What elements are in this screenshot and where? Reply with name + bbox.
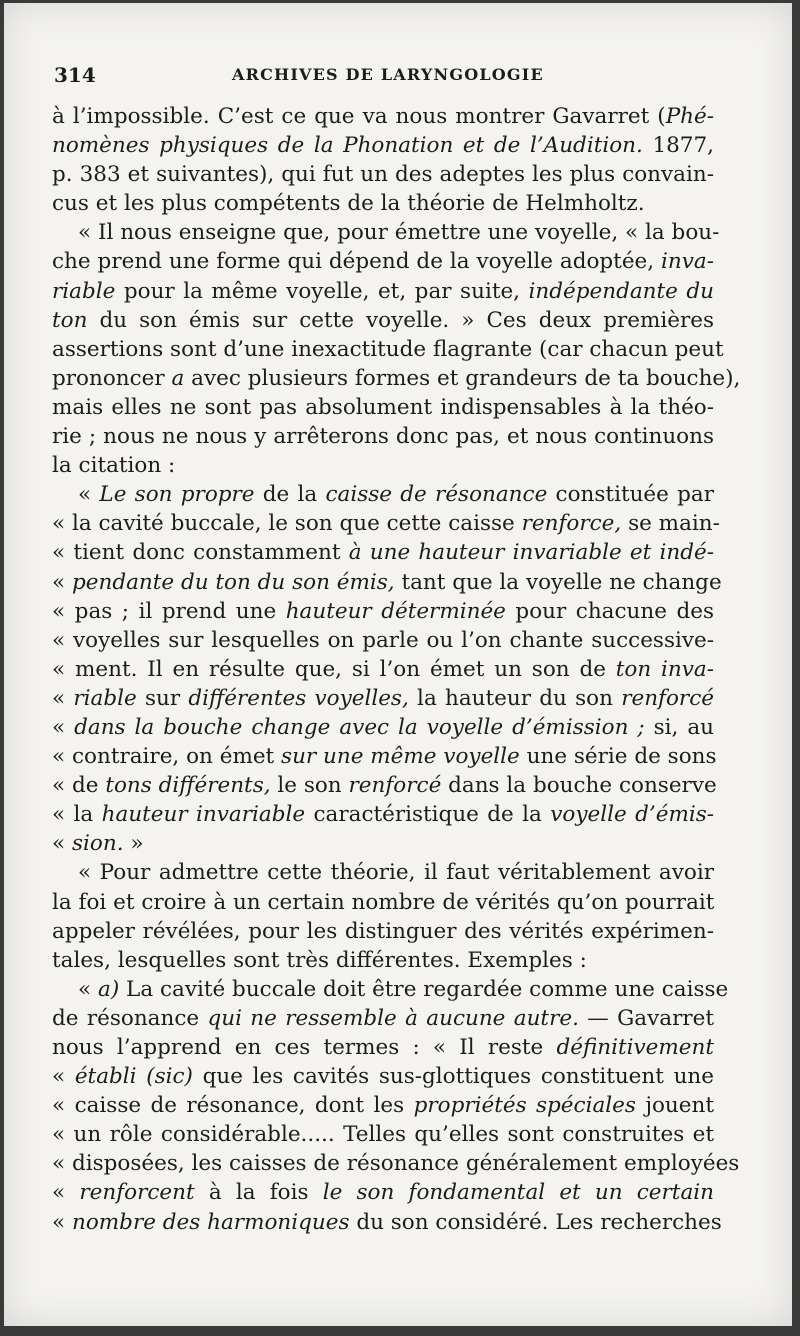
text-line xyxy=(52,1178,714,1207)
text-segment: » xyxy=(123,831,144,857)
text-line xyxy=(52,1004,714,1033)
italic-text: renforce, xyxy=(521,511,622,537)
text-line xyxy=(52,277,714,306)
text-segment: prononcer xyxy=(52,365,172,391)
text-segment: pour la même voyelle, et, par suite, xyxy=(115,278,529,304)
text-line xyxy=(52,742,717,771)
running-head xyxy=(54,63,744,89)
italic-text: définitivement xyxy=(556,1035,714,1060)
text-line xyxy=(52,247,714,276)
text-segment: « xyxy=(52,714,75,740)
text-segment: tales, lesquelles sont très différentes. Exemples : xyxy=(52,947,587,973)
text-line xyxy=(52,306,714,335)
text-line xyxy=(52,1033,714,1062)
italic-text: renforcé xyxy=(621,685,714,711)
text-line xyxy=(52,131,714,160)
text-line xyxy=(52,189,714,218)
text-segment: pour chacune des xyxy=(505,598,714,624)
italic-text: pendante du ton du son émis, xyxy=(72,569,395,595)
text-segment: jouent xyxy=(635,1093,714,1119)
text-line xyxy=(52,160,714,189)
italic-text: propriétés spéciales xyxy=(413,1093,636,1119)
text-line xyxy=(52,422,714,451)
book-page xyxy=(4,3,792,1326)
italic-text: renforcé xyxy=(348,773,442,799)
text-line xyxy=(52,1091,714,1120)
text-segment: caractéristique de la xyxy=(305,802,551,828)
text-segment: mais elles ne sont pas absolument indispensables à la théo- xyxy=(52,394,714,420)
italic-text: hauteur invariable xyxy=(101,802,306,828)
text-segment: « xyxy=(78,976,98,1002)
text-segment: sur xyxy=(136,685,189,711)
text-segment: de la xyxy=(254,482,326,508)
text-segment: du son émis sur cette voyelle. » Ces deux premières xyxy=(87,307,714,333)
text-line xyxy=(52,626,714,655)
text-line xyxy=(52,218,720,247)
italic-text: caisse de résonance xyxy=(325,482,548,508)
italic-text: nombre des harmoniques xyxy=(72,1209,350,1235)
text-segment: La cavité buccale doit être regardée comme une caisse xyxy=(119,976,729,1002)
text-line xyxy=(52,946,714,975)
italic-text: riable xyxy=(73,685,137,711)
italic-text: renforcent xyxy=(79,1180,195,1206)
text-segment: « xyxy=(52,685,74,711)
text-line xyxy=(52,538,714,567)
italic-text: Phé- xyxy=(665,104,714,129)
italic-text: a xyxy=(171,365,185,391)
text-line xyxy=(52,1120,714,1149)
text-segment: « xyxy=(52,1209,72,1235)
italic-text: indépendante du xyxy=(528,278,715,304)
text-segment: « disposées, les caisses de résonance généralement employées xyxy=(52,1151,740,1177)
italic-text: tons différents, xyxy=(105,773,271,799)
text-line xyxy=(52,568,722,597)
text-segment: du son considéré. Les recherches xyxy=(349,1209,722,1235)
italic-text: inva- xyxy=(661,249,714,275)
text-line xyxy=(52,1149,740,1178)
text-segment: « la xyxy=(52,802,102,828)
text-segment: « voyelles sur lesquelles on parle ou l’on chante successive- xyxy=(52,627,714,653)
text-segment: la citation : xyxy=(52,453,176,479)
text-segment: « ment. Il en résulte que, si l’on émet un son de xyxy=(52,656,616,682)
italic-text: nomènes physiques de la Phonation et de l’Audition. xyxy=(52,133,643,159)
italic-text: voyelle d’émis- xyxy=(550,802,715,828)
text-segment: « pas ; il prend une xyxy=(52,598,286,624)
text-segment: constituée par xyxy=(547,482,714,508)
text-segment: che prend une forme qui dépend de la voyelle adoptée, xyxy=(52,249,662,275)
text-segment: si, au xyxy=(644,714,714,740)
text-segment: « caisse de résonance, dont les xyxy=(52,1093,414,1119)
text-segment: 1877, xyxy=(642,133,714,159)
text-segment: — Gavarret xyxy=(578,1005,714,1031)
text-line xyxy=(52,858,714,887)
text-segment: « un rôle considérable..... Telles qu’elles sont construites et xyxy=(52,1122,714,1148)
text-line xyxy=(52,1062,714,1091)
text-line xyxy=(52,335,724,364)
italic-text: ton inva- xyxy=(615,656,715,682)
text-line xyxy=(52,684,714,713)
text-segment: appeler révélées, pour les distinguer des vérités expérimen- xyxy=(52,918,714,944)
italic-text: sion. xyxy=(72,831,124,857)
italic-text: dans la bouche change avec la voyelle d’émission ; xyxy=(74,714,645,740)
text-segment: que les cavités sus-glottiques constituent une xyxy=(192,1064,714,1090)
text-segment: de résonance xyxy=(52,1005,208,1031)
text-line xyxy=(52,888,714,917)
page-number: 314 xyxy=(54,63,96,87)
text-line xyxy=(52,393,714,422)
text-line xyxy=(52,655,714,684)
text-segment: la hauteur du son xyxy=(408,685,622,711)
italic-text: a) xyxy=(98,976,120,1002)
text-segment: dans la bouche conserve xyxy=(441,773,717,799)
italic-text: Le son propre xyxy=(99,482,255,508)
italic-text: établi (sic) xyxy=(74,1064,193,1090)
text-line xyxy=(52,713,714,742)
text-segment: « xyxy=(52,831,72,857)
text-segment: « Il nous enseigne que, pour émettre une voyelle, « la bou- xyxy=(78,220,720,246)
italic-text: qui ne ressemble à aucune autre. xyxy=(207,1005,579,1031)
text-segment: « Pour admettre cette théorie, il faut véritablement avoir xyxy=(78,860,714,886)
text-line xyxy=(52,364,741,393)
italic-text: le son fondamental et un certain xyxy=(322,1180,714,1206)
text-segment: « contraire, on émet xyxy=(52,744,282,770)
italic-text: sur une même voyelle xyxy=(281,744,520,770)
text-line xyxy=(52,451,714,480)
text-segment: « xyxy=(52,569,72,595)
body-text xyxy=(52,102,741,1237)
text-segment: une série de sons xyxy=(519,744,717,770)
text-segment: « tient donc constamment xyxy=(52,540,349,566)
text-line xyxy=(52,480,714,509)
text-segment: avec plusieurs formes et grandeurs de ta bouche), xyxy=(184,365,741,391)
text-line xyxy=(52,771,717,800)
italic-text: riable xyxy=(52,278,116,304)
text-segment: assertions sont d’une inexactitude flagrante (car chacun peut xyxy=(52,336,724,362)
italic-text: hauteur déterminée xyxy=(285,598,506,624)
text-segment: le son xyxy=(270,773,349,799)
italic-text: ton xyxy=(52,307,88,333)
italic-text: à une hauteur invariable et indé- xyxy=(348,540,714,566)
text-line xyxy=(52,509,720,538)
text-line xyxy=(52,917,714,946)
text-segment: tant que la voyelle ne change xyxy=(394,569,722,595)
text-segment: cus et les plus compétents de la théorie de Helmholtz. xyxy=(52,191,645,217)
text-segment: « de xyxy=(52,773,106,799)
text-segment: la foi et croire à un certain nombre de vérités qu’on pourrait xyxy=(52,889,715,915)
journal-title: ARCHIVES DE LARYNGOLOGIE xyxy=(232,65,544,84)
text-segment: « xyxy=(52,1180,80,1206)
text-segment: « xyxy=(52,1064,75,1090)
text-segment: à la fois xyxy=(194,1180,323,1206)
text-line xyxy=(52,829,714,858)
text-segment: « xyxy=(78,482,100,508)
text-line xyxy=(52,800,714,829)
text-line xyxy=(52,975,729,1004)
text-line xyxy=(52,1208,722,1237)
text-segment: rie ; nous ne nous y arrêterons donc pas, et nous continuons xyxy=(52,424,714,450)
text-segment: p. 383 et suivantes), qui fut un des adeptes les plus convain- xyxy=(52,162,714,188)
text-segment: à l’impossible. C’est ce que va nous montrer Gavarret ( xyxy=(52,104,666,129)
text-line xyxy=(52,597,714,626)
text-line xyxy=(52,102,714,131)
text-segment: se main- xyxy=(621,511,720,537)
italic-text: différentes voyelles, xyxy=(188,685,409,711)
text-segment: nous l’apprend en ces termes : « Il reste xyxy=(52,1035,557,1060)
text-segment: « la cavité buccale, le son que cette caisse xyxy=(52,511,522,537)
